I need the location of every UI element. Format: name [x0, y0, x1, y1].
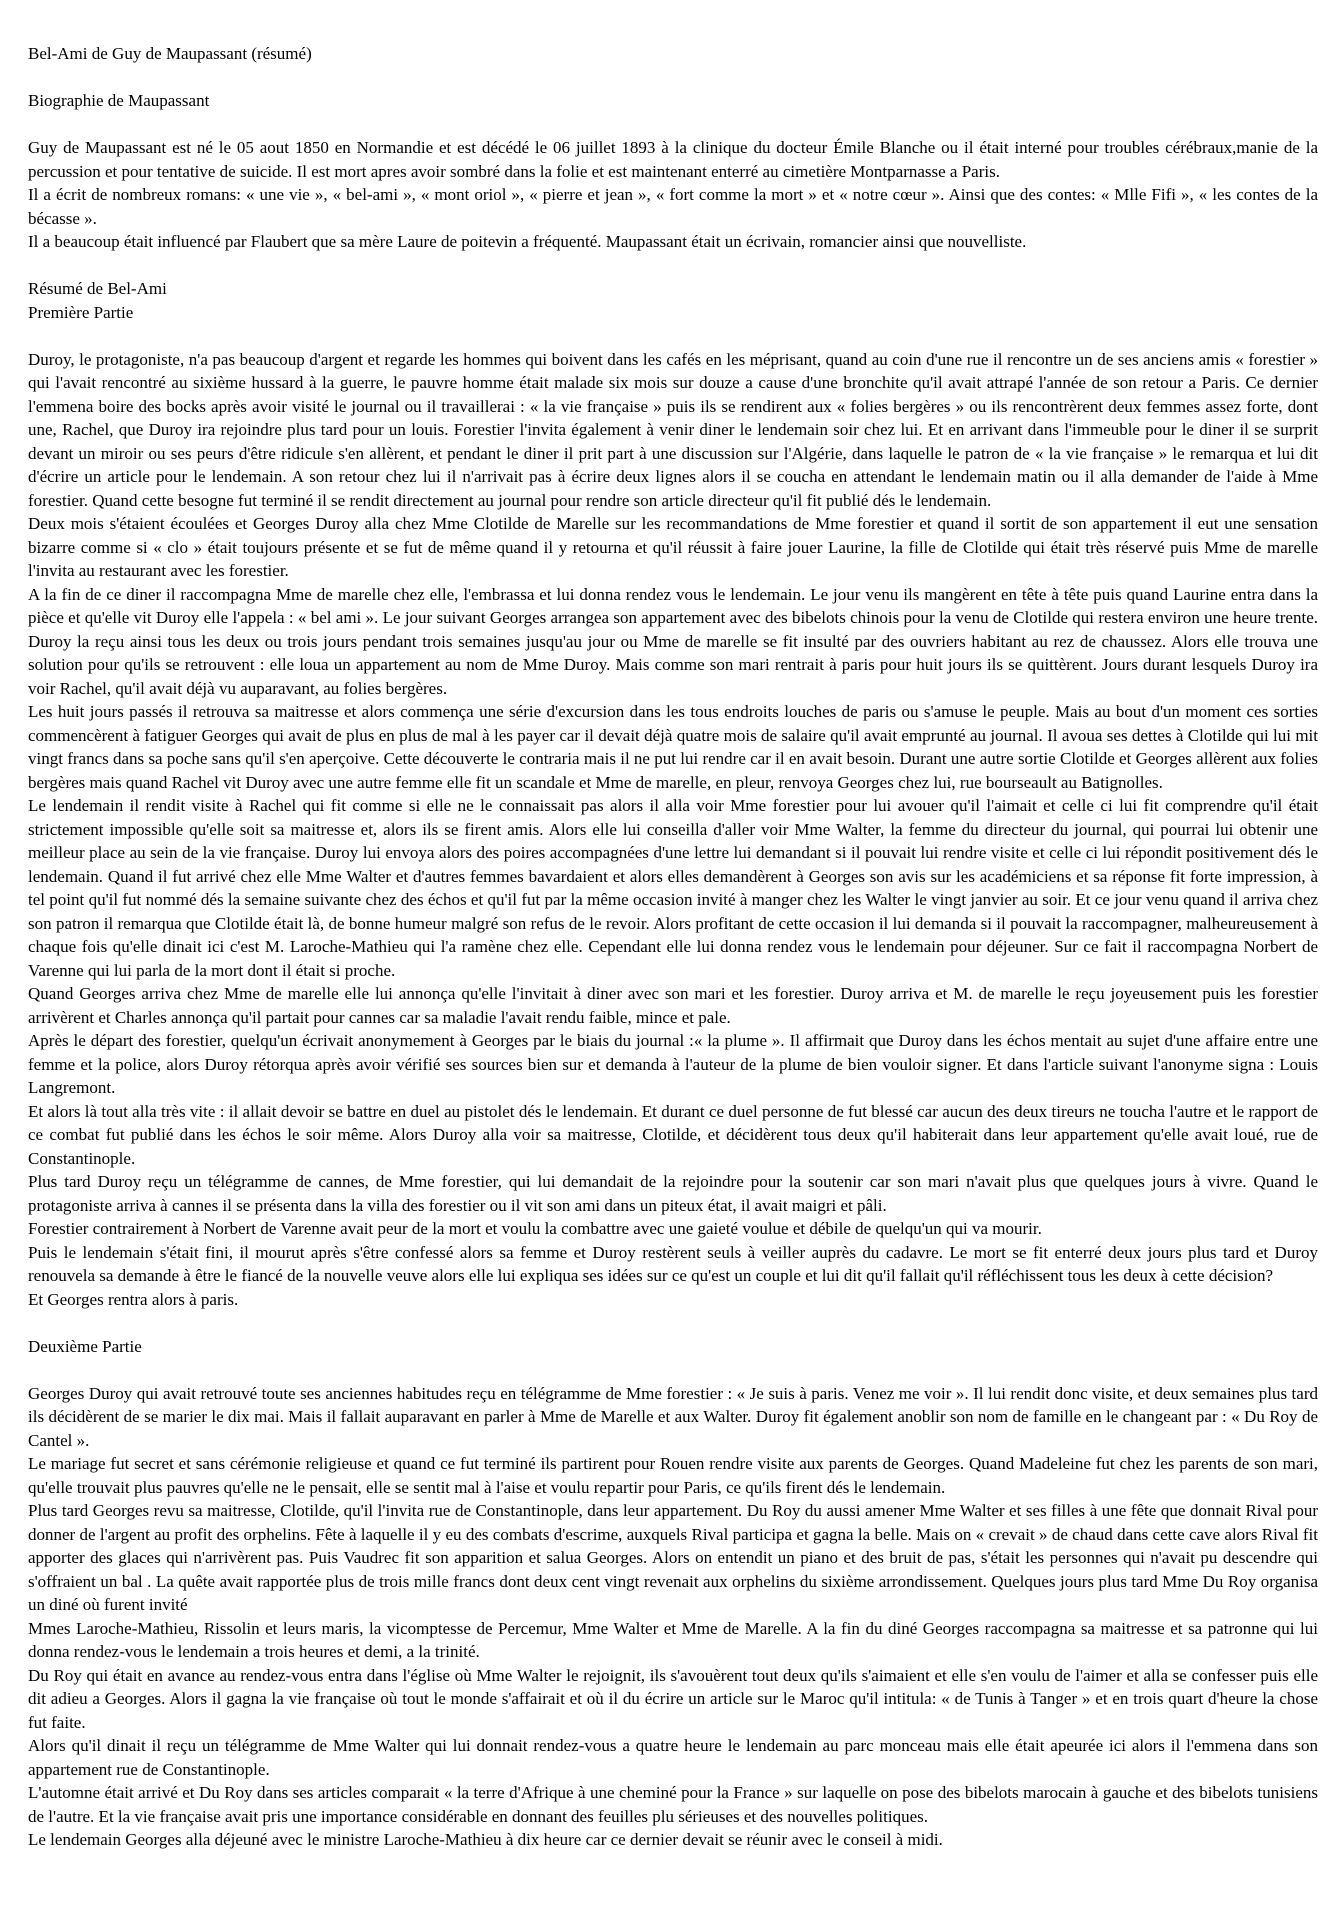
paragraph-part2-1: Georges Duroy qui avait retrouvé toute ses anciennes habitudes reçu en télégramme de Mme forestier : « Je suis à paris. Venez me voir ». Il lui rendit donc visite, et deux semaines plus tard ils décidèrent de se marier le dix mai. Mais il fallait auparavant en parler à Mme de Marelle et aux Walter. Duroy fit également anoblir son nom de famille en le changeant par : « Du Roy de Cantel ». [28, 1383, 1318, 1450]
paragraph-part2-7: L'automne était arrivé et Du Roy dans ses articles comparait « la terre d'Afrique à une cheminé pour la France » sur laquelle on pose des bibelots marocain à gauche et des bibelots tunisiens de l'autre. Et la vie française avait pris une importance considérable en donnant des feuilles plu sérieuses et des nouvelles politiques. [28, 1783, 1318, 1826]
heading-resume: Résumé de Bel-Ami [28, 279, 167, 298]
paragraph-part1-12: Et Georges rentra alors à paris. [28, 1289, 239, 1309]
paragraph-part1-5: Le lendemain il rendit visite à Rachel qui fit comme si elle ne le connaissait pas alors il alla voir Mme forestier pour lui avouer qu'il l'aimait et celle ci lui fit comprendre qu'il était strictement impossible qu'elle soit sa maitresse et, alors ils se firent amis. Alors elle lui conseilla d'aller voir Mme Walter, la femme du directeur du journal, qui pourrai lui obtenir une meilleur place au sein de la vie française. Duroy lui envoya alors des poires accompagnées d'une lettre lui demandant si il pouvait lui rendre visite et celle ci lui répondit positivement dés le lendemain. Quand il fut arrivé chez elle Mme Walter et d'autres femmes bavardaient et alors elles demandèrent à Georges son avis sur les académiciens et sa réponse fit forte impression, à tel point qu'il fut nommé dés la semaine suivante chez des échos et qu'il fut par la même occasion invité à manger chez les Walter le vingt janvier au soir. Et ce jour venu quand il arriva chez son patron il remarqua que Clotilde était là, de bonne humeur malgré son refus de le revoir. Alors profitant de cette occasion il lui demanda si il pouvait la raccompagner, malheureusement à chaque fois qu'elle dinait ici c'est M. Laroche-Mathieu qui l'a ramène chez elle. Cependant elle lui donna rendez vous le lendemain pour déjeuner. Sur ce fait il raccompagna Norbert de Varenne qui lui parla de la mort dont il était si proche. [28, 796, 1318, 980]
paragraph-part2-8: Le lendemain Georges alla déjeuné avec le ministre Laroche-Mathieu à dix heure car ce dernier devait se réunir avec le conseil à midi. [28, 1830, 943, 1849]
paragraph-part1-1: Duroy, le protagoniste, n'a pas beaucoup d'argent et regarde les hommes qui boivent dans les cafés en les méprisant, quand au coin d'une rue il rencontre un de ses anciens amis « forestier » qui l'avait rencontré au sixième hussard à la guerre, le pauvre homme était malade six mois sur douze a cause d'une bronchite qu'il avait attrapé l'année de son retour a Paris. Ce dernier l'emmena boire des bocks après avoir visité le journal ou il travaillerai : « la vie française » puis ils se rendirent aux « folies bergères » ou ils rencontrèrent deux femmes assez forte, dont une, Rachel, que Duroy ira rejoindre plus tard pour un louis. Forestier l'invita également à venir diner le lendemain soir chez lui. Et en arrivant dans l'immeuble pour le diner il se surprit devant un miroir ou ses peurs d'être ridicule s'en allèrent, et pendant le diner il prit part à une discussion sur l'Algérie, dans laquelle le patron de « la vie française » le remarqua et lui dit d'écrire un article pour le lendemain. A son retour chez lui il n'arrivait pas à écrire deux lignes alors il se coucha en attendant le lendemain matin ou il alla demander de l'aide à Mme forestier. Quand cette besogne fut terminé il se rendit directement au journal pour rendre son article directeur qu'il fit publié dés le lendemain. [28, 349, 1318, 510]
paragraph-part2-5: Du Roy qui était en avance au rendez-vous entra dans l'église où Mme Walter le rejoignit, ils s'avouèrent tout deux qu'ils s'aimaient et elle s'en voulu de l'aimer et alla se confesser puis elle dit adieu a Georges. Alors il gagna la vie française où tout le monde s'affairait et où il du écrire un article sur le Maroc qu'il intitula: « de Tunis à Tanger » et en trois quart d'heure la chose fut faite. [28, 1665, 1318, 1732]
paragraph-part2-3: Plus tard Georges revu sa maitresse, Clotilde, qu'il l'invita rue de Constantinople, dans leur appartement. Du Roy du aussi amener Mme Walter et ses filles à une fête que donnait Rival pour donner de l'argent au profit des orphelins. Fête à laquelle il y eu des combats d'escrime, auxquels Rival participa et gagna la belle. Mais on « crevait » de chaud dans cette cave alors Rival fit apporter des glaces qui n'arrivèrent pas. Puis Vaudrec fit son apparition et salua Georges. Alors on entendit un piano et des bruit de pas, s'était les personnes qui n'avait pu descendre qui s'offraient un bal . La quête avait rapportée plus de trois mille francs dont deux cent vingt revenait aux orphelins du sixième arrondissement. Quelques jours plus tard Mme Du Roy organisa un diné où furent invité [28, 1501, 1318, 1614]
document-title: Bel-Ami de Guy de Maupassant (résumé) [28, 44, 312, 63]
paragraph-part1-3: A la fin de ce diner il raccompagna Mme de marelle chez elle, l'embrassa et lui donna rendez vous le lendemain. Le jour venu ils mangèrent en tête à tête puis quand Laurine entra dans la pièce et qu'elle vit Duroy elle l'appela : « bel ami ». Le jour suivant Georges arrangea son appartement avec des bibelots chinois pour la venu de Clotilde qui restera environ une heure trente. Duroy la reçu ainsi tous les deux ou trois jours pendant trois semaines jusqu'au jour ou Mme de marelle se fit insulté par des ouvriers habitant au rez de chaussez. Alors elle trouva une solution pour qu'ils se retrouvent : elle loua un appartement au nom de Mme Duroy. Mais comme son mari rentrait à paris pour huit jours ils se quittèrent. Jours durant lesquels Duroy ira voir Rachel, qu'il avait déjà vu auparavant, au folies bergères. [28, 584, 1318, 698]
paragraph-part1-10: Forestier contrairement à Norbert de Varenne avait peur de la mort et voulu la combattre avec une gaieté voulue et débile de quelqu'un qui va mourir. [28, 1219, 1042, 1238]
paragraph-part2-4: Mmes Laroche-Mathieu, Rissolin et leurs maris, la vicomptesse de Percemur, Mme Walter et Mme de Marelle. A la fin du diné Georges raccompagna sa maitresse et sa patronne qui lui donna rendez-vous le lendemain a trois heures et demi, a la trinité. [28, 1618, 1318, 1661]
paragraph-part1-2: Deux mois s'étaient écoulées et Georges Duroy alla chez Mme Clotilde de Marelle sur les recommandations de Mme forestier et quand il sortit de son appartement il eut une sensation bizarre comme si « clo » était toujours présente et se fut de même quand il y retourna et qu'il réussit à faire jouer Laurine, la fille de Clotilde qui était très réservé puis Mme de marelle l'invita au restaurant avec les forestier. [28, 514, 1318, 580]
paragraph-bio-1: Guy de Maupassant est né le 05 aout 1850 en Normandie et est décédé le 06 juillet 1893 à la clinique du docteur Émile Blanche ou il était interné pour troubles cérébraux,manie de la percussion et pour tentative de suicide. Il est mort apres avoir sombré dans la folie et est maintenant enterré au cimetière Montparnasse a Paris. [28, 138, 1318, 181]
paragraph-part1-11: Puis le lendemain s'était fini, il mourut après s'être confessé alors sa femme et Duroy restèrent seuls à veiller auprès du cadavre. Le mort se fit enterré deux jours plus tard et Duroy renouvela sa demande à être le fiancé de la nouvelle veuve alors elle lui expliqua ses idées sur ce qu'est un couple et lui dit qu'il fallait qu'il réfléchissent tous les deux à cette décision? [28, 1242, 1318, 1285]
paragraph-part1-4: Les huit jours passés il retrouva sa maitresse et alors commença une série d'excursion dans les tous endroits louches de paris ou s'amuse le peuple. Mais au bout d'un moment ces sorties commencèrent à fatiguer Georges qui avait de plus en plus de mal à les payer car il devait déjà quatre mois de salaire qu'il avait emprunté au journal. Il avoua ses dettes à Clotilde qui lui mit vingt francs dans sa poche sans qu'il s'en aperçoive. Cette découverte le contraria mais il ne put lui rendre car il en avait besoin. Durant une autre sortie Clotilde et Georges allèrent aux folies bergères mais quand Rachel vit Duroy avec une autre femme elle fit un scandale et Mme de marelle, en pleur, renvoya Georges chez lui, rue bourseault au Batignolles. [28, 702, 1318, 792]
paragraph-part1-7: Après le départ des forestier, quelqu'un écrivait anonymement à Georges par le biais du journal :« la plume ». Il affirmait que Duroy dans les échos mentait au sujet d'une affaire entre une femme et la police, alors Duroy rétorqua après avoir vérifié ses sources bien sur et demanda à l'auteur de la plume de bien vouloir signer. Et dans l'article suivant l'anonyme signa : Louis Langremont. [28, 1031, 1318, 1097]
paragraph-part1-8: Et alors là tout alla très vite : il allait devoir se battre en duel au pistolet dés le lendemain. Et durant ce duel personne de fut blessé car aucun des deux tireurs ne toucha l'autre et le rapport de ce combat fut publié dans les échos le soir même. Alors Duroy alla voir sa maitresse, Clotilde, et décidèrent tous deux qu'il habiterait dans leur appartement qu'elle avait loué, rue de Constantinople. [28, 1101, 1318, 1168]
paragraph-part1-9: Plus tard Duroy reçu un télégramme de cannes, de Mme forestier, qui lui demandait de la rejoindre pour la soutenir car son mari n'avait plus que quelques jours à vivre. Quand le protagoniste arriva à cannes il se présenta dans la villa des forestier ou il vit son ami dans un piteux état, il avait maigri et pâli. [28, 1172, 1318, 1215]
paragraph-bio-3: Il a beaucoup était influencé par Flaubert que sa mère Laure de poitevin a fréquenté. Maupassant était un écrivain, romancier ainsi que nouvelliste. [28, 232, 1027, 251]
paragraph-bio-2: Il a écrit de nombreux romans: « une vie », « bel-ami », « mont oriol », « pierre et jean », « fort comme la mort » et « notre cœur ». Ainsi que des contes: « Mlle Fifi », « les contes de la bécasse ». [28, 185, 1318, 228]
heading-premiere-partie: Première Partie [28, 302, 134, 322]
paragraph-part1-6: Quand Georges arriva chez Mme de marelle elle lui annonça qu'elle l'invitait à diner avec son mari et les forestier. Duroy arriva et M. de marelle le reçu joyeusement puis les forestier arrivèrent et Charles annonça qu'il partait pour cannes car sa maladie l'avait rendu faible, mince et pale. [28, 984, 1318, 1027]
paragraph-part2-2: Le mariage fut secret et sans cérémonie religieuse et quand ce fut terminé ils partirent pour Rouen rendre visite aux parents de Georges. Quand Madeleine fut chez les parents de son mari, qu'elle trouvait plus pauvres qu'elle ne le pensait, elle se sentit mal à l'aise et voulu repartir pour Paris, ce qu'ils firent dés le lendemain. [28, 1454, 1318, 1497]
paragraph-part2-6: Alors qu'il dinait il reçu un télégramme de Mme Walter qui lui donnait rendez-vous a quatre heure le lendemain au parc monceau mais elle était apeurée ici alors il l'emmena dans son appartement rue de Constantinople. [28, 1736, 1318, 1779]
heading-biographie: Biographie de Maupassant [28, 91, 210, 110]
heading-deuxieme-partie: Deuxième Partie [28, 1336, 142, 1356]
